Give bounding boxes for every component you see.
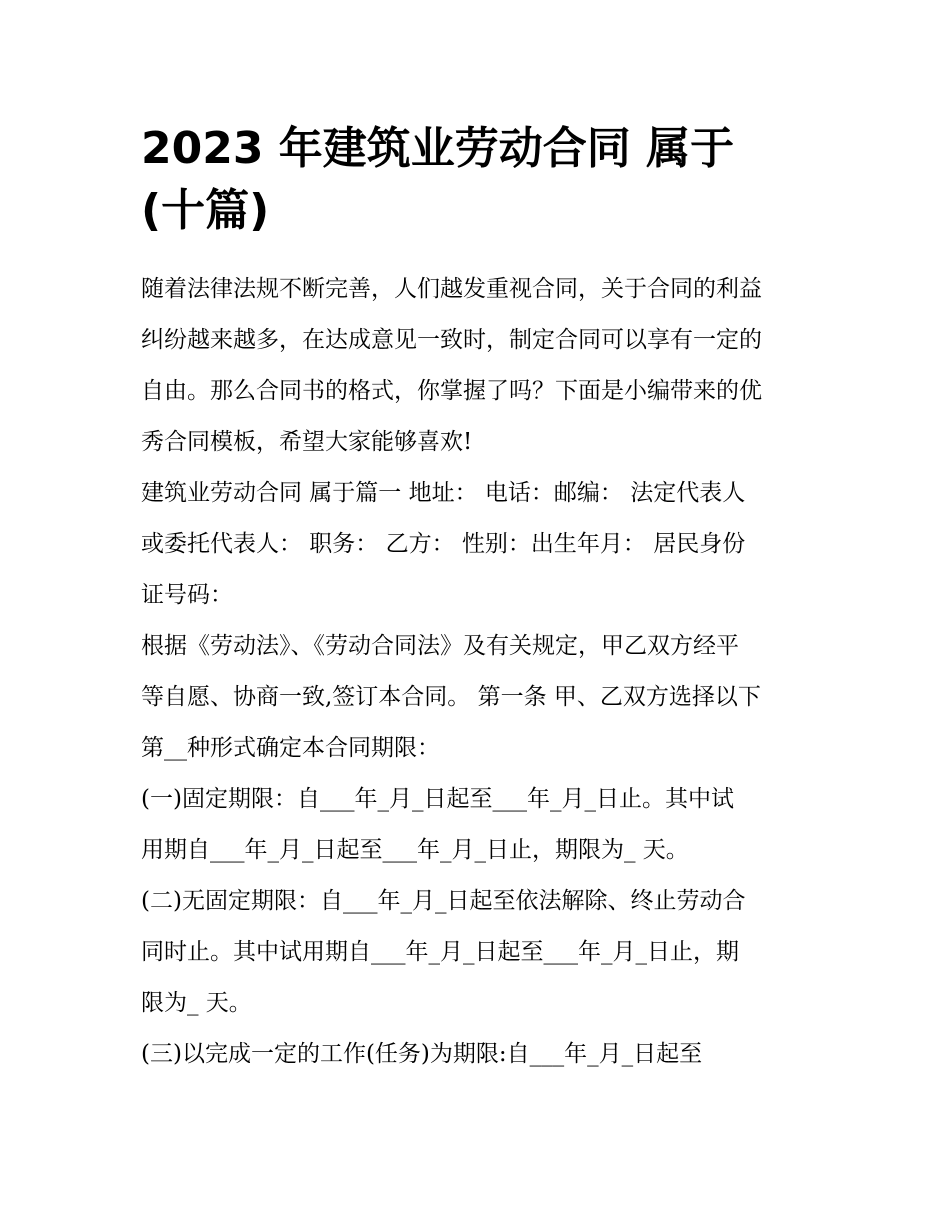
text-line: (二)无固定期限：自___年_月_日起至依法解除、终止劳动合 bbox=[141, 888, 746, 914]
title-line: (十篇) bbox=[141, 185, 270, 236]
text-line: 随着法律法规不断完善，人们越发重视合同，关于合同的利益 bbox=[141, 276, 762, 302]
text-line: 纠纷越来越多，在达成意见一致时，制定合同可以享有一定的 bbox=[141, 327, 762, 353]
title-line: 2023 年建筑业劳动合同 属于 bbox=[141, 123, 735, 174]
text-line: 建筑业劳动合同 属于篇一 地址： 电话：邮编： 法定代表人 bbox=[141, 480, 746, 506]
text-line: 或委托代表人： 职务： 乙方： 性别：出生年月： 居民身份 bbox=[141, 531, 746, 557]
task-term-paragraph bbox=[141, 1029, 821, 1080]
text-line: 用期自___年_月_日起至___年_月_日止，期限为_ 天。 bbox=[141, 837, 689, 863]
text-line: 第__种形式确定本合同期限： bbox=[141, 735, 440, 761]
text-line: 证号码： bbox=[141, 582, 233, 608]
text-line: (三)以完成一定的工作(任务)为期限:自___年_月_日起至 bbox=[141, 1041, 703, 1067]
text-line: 自由。那么合同书的格式，你掌握了吗？下面是小编带来的优 bbox=[141, 378, 762, 404]
open-term-paragraph bbox=[141, 876, 821, 1029]
basis-paragraph bbox=[141, 621, 821, 774]
text-line: 根据《劳动法》、《劳动合同法》及有关规定，甲乙双方经平 bbox=[141, 633, 739, 659]
text-line: (一)固定期限：自___年_月_日起至___年_月_日止。其中试 bbox=[141, 786, 734, 812]
text-line: 同时止。其中试用期自___年_月_日起至___年_月_日止，期 bbox=[141, 939, 739, 965]
fixed-term-paragraph bbox=[141, 774, 821, 876]
text-line: 等自愿、协商一致,签订本合同。 第一条 甲、乙双方选择以下 bbox=[141, 684, 761, 710]
parties-paragraph bbox=[141, 468, 821, 621]
document-title bbox=[141, 118, 821, 242]
intro-paragraph bbox=[141, 264, 821, 468]
text-line: 限为_ 天。 bbox=[141, 990, 252, 1016]
text-line: 秀合同模板，希望大家能够喜欢! bbox=[141, 429, 473, 455]
document-page bbox=[141, 118, 821, 1080]
